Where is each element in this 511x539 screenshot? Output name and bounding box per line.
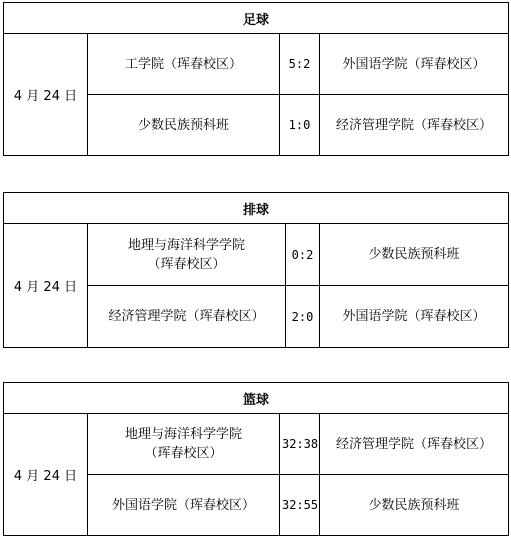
team-b: 少数民族预科班 <box>320 224 509 286</box>
team-b: 经济管理学院（珲春校区） <box>320 414 509 475</box>
table-title: 篮球 <box>4 383 509 414</box>
team-a: 工学院（珲春校区） <box>88 34 280 95</box>
team-a: 少数民族预科班 <box>88 95 280 156</box>
volleyball-table <box>3 192 509 348</box>
match-score: 0:2 <box>286 224 320 286</box>
team-a: 地理与海洋科学学院 （珲春校区） <box>88 224 286 286</box>
match-score: 2:0 <box>286 286 320 348</box>
match-score: 32:38 <box>280 414 320 475</box>
team-b: 外国语学院（珲春校区） <box>320 286 509 348</box>
match-score: 32:55 <box>280 475 320 536</box>
basketball-table <box>3 382 509 536</box>
football-table <box>3 2 509 156</box>
team-b: 经济管理学院（珲春校区） <box>320 95 509 156</box>
team-a: 地理与海洋科学学院 （珲春校区） <box>88 414 280 475</box>
team-a: 经济管理学院（珲春校区） <box>88 286 286 348</box>
match-date: 4 月 24 日 <box>4 224 88 348</box>
match-score: 1:0 <box>280 95 320 156</box>
match-date: 4 月 24 日 <box>4 414 88 536</box>
team-b: 外国语学院（珲春校区） <box>320 34 509 95</box>
team-b: 少数民族预科班 <box>320 475 509 536</box>
match-score: 5:2 <box>280 34 320 95</box>
table-title: 足球 <box>4 3 509 34</box>
table-title: 排球 <box>4 193 509 224</box>
match-date: 4 月 24 日 <box>4 34 88 156</box>
team-a: 外国语学院（珲春校区） <box>88 475 280 536</box>
